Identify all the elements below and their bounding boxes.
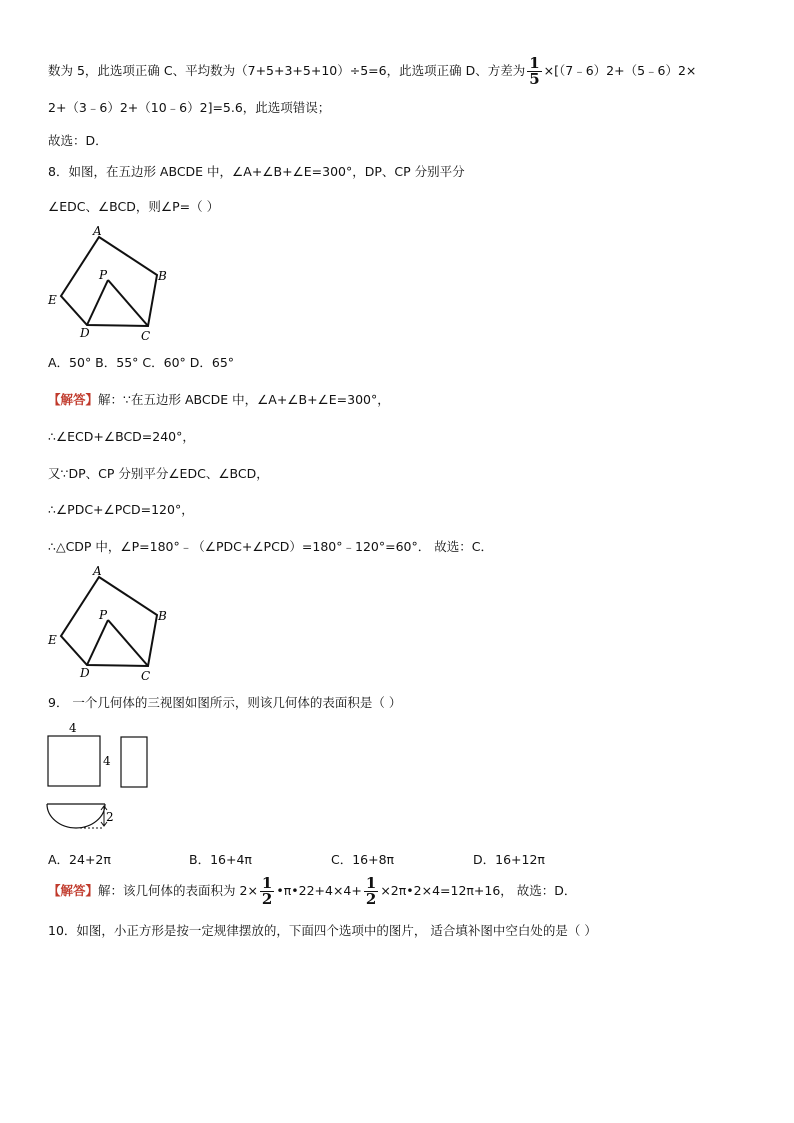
q8-stem-line-1: 8．如图，在五边形 ABCDE 中，∠A+∠B+∠E=300°，DP、CP 分别平分 <box>48 164 465 179</box>
solution-line-2: 2+（3﹣6）2+（10﹣6）2]=5.6，此选项错误； <box>48 100 331 115</box>
q9-stem: 9． 一个几何体的三视图如图所示，则该几何体的表面积是（ ） <box>48 695 402 710</box>
q8-answer-line-1: 【解答】解：∵在五边形 ABCDE 中，∠A+∠B+∠E=300°， <box>48 392 390 407</box>
q9-three-views-figure <box>44 718 164 836</box>
solution-line-3: 故选：D． <box>48 133 108 148</box>
dim-top-label: 4 <box>69 721 77 735</box>
dim-height-label: 2 <box>106 810 114 824</box>
answer-tag: 【解答】 <box>48 392 99 407</box>
q8-answer-line-3: 又∵DP、CP 分别平分∠EDC、∠BCD， <box>48 466 269 481</box>
label-a: A <box>93 224 102 238</box>
q10-stem: 10．如图，小正方形是按一定规律摆放的，下面四个选项中的图片， 适合填补图中空白处的是（ ） <box>48 923 597 938</box>
label-e: E <box>48 293 57 307</box>
segment-dp <box>87 280 108 325</box>
front-view-square <box>48 736 100 786</box>
label-c: C <box>141 669 151 683</box>
fraction-one-fifth: $\frac{1}{5}$ <box>529 54 540 88</box>
side-view-rect <box>121 737 147 787</box>
label-e: E <box>48 633 57 647</box>
solution-line-1: 数为 5，此选项正确 C、平均数为（7+5+3+5+10）÷5=6，此选项正确 D、方差为 $\frac{1}{5}$ ×[（7﹣6）2+（5﹣6）2× <box>48 54 697 88</box>
label-p: P <box>99 268 108 282</box>
q8-options: A．50° B．55° C．60° D．65° <box>48 355 235 370</box>
fraction-one-half: $\frac{1}{2}$ <box>261 874 273 908</box>
q9-option-d: D．16+12π <box>473 852 545 867</box>
q8-pentagon-figure-repeat <box>40 562 180 684</box>
q8-answer-line-5: ∴△CDP 中，∠P=180°﹣（∠PDC+∠PCD）=180°﹣120°=60°． 故选：C． <box>48 539 493 554</box>
q8-pentagon-figure <box>40 222 180 344</box>
segment-dp <box>87 620 108 665</box>
q9-option-a: A．24+2π <box>48 852 111 867</box>
q8-answer-line-2: ∴∠ECD+∠BCD=240°， <box>48 429 195 444</box>
q9-option-b: B．16+4π <box>189 852 252 867</box>
fraction-one-half: $\frac{1}{2}$ <box>365 874 377 908</box>
answer-tag: 【解答】 <box>48 883 99 898</box>
label-c: C <box>141 329 151 343</box>
q9-answer: 【解答】解：该几何体的表面积为 2× $\frac{1}{2}$ •π•22+4×4+ $\frac{1}{2}$ ×2π•2×4=12π+16， 故选：D． <box>48 874 577 908</box>
dim-side-label: 4 <box>103 754 111 768</box>
label-b: B <box>158 609 167 623</box>
segment-cp <box>108 280 148 326</box>
label-d: D <box>80 326 90 340</box>
top-view-semicircle <box>47 804 105 828</box>
label-b: B <box>158 269 167 283</box>
label-d: D <box>80 666 90 680</box>
q8-answer-line-4: ∴∠PDC+∠PCD=120°， <box>48 502 194 517</box>
q8-stem-line-2: ∠EDC、∠BCD，则∠P=（ ） <box>48 199 220 214</box>
label-a: A <box>93 564 102 578</box>
label-p: P <box>99 608 108 622</box>
q9-option-c: C．16+8π <box>331 852 395 867</box>
segment-cp <box>108 620 148 666</box>
